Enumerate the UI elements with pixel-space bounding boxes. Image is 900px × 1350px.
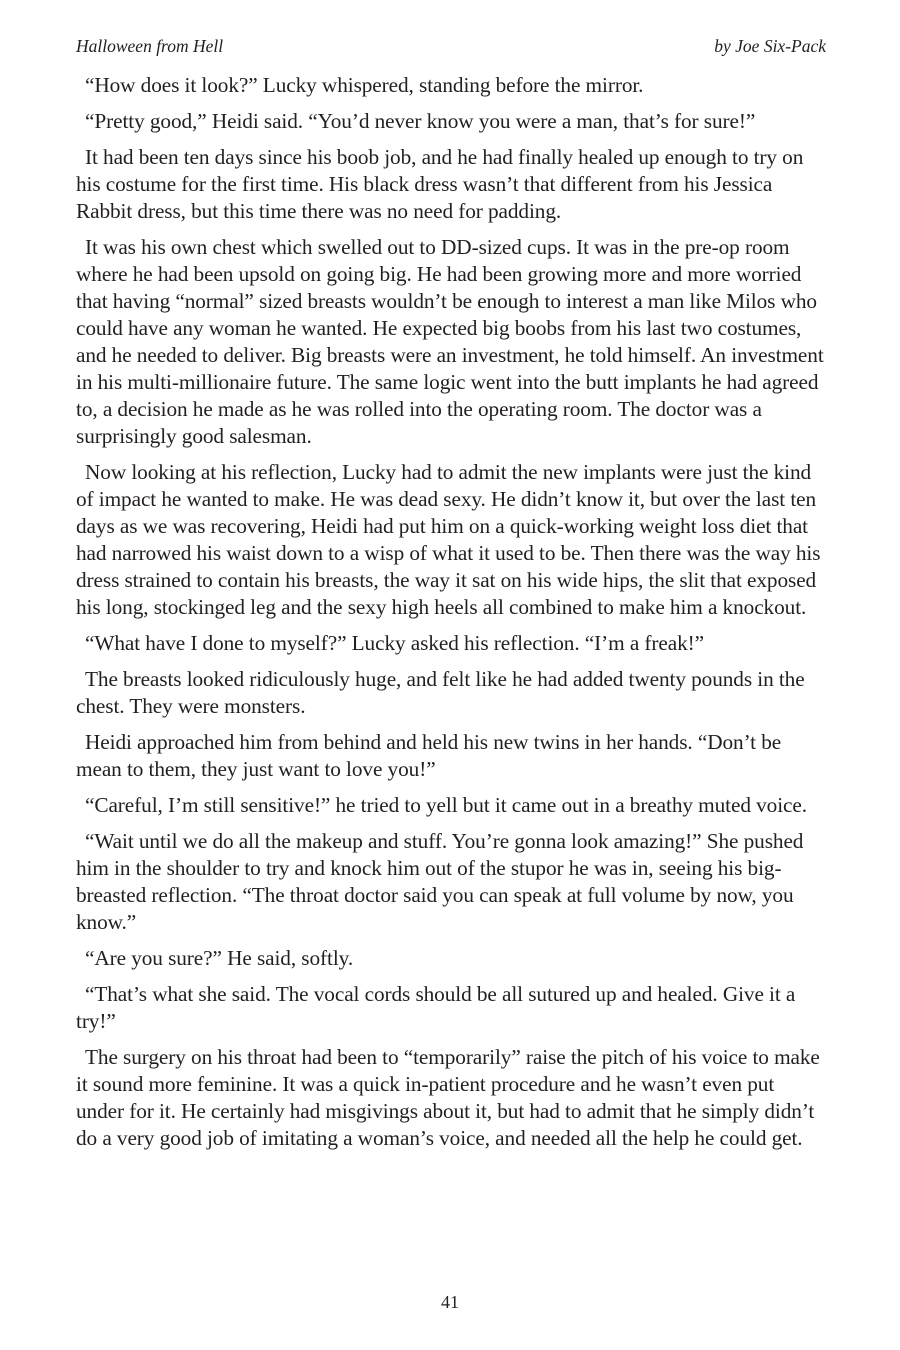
- running-header-author: by Joe Six-Pack: [714, 36, 826, 56]
- paragraph: The surgery on his throat had been to “temporarily” raise the pitch of his voice to make it sound more feminine. It was a quick in-patient procedure and he wasn’t even put under for it. He certainly had misgivings about it, but had to admit that he simply didn’t do a very good job of imitating a woman’s voice, and needed all the help he could get.: [76, 1045, 820, 1150]
- paragraph: “Are you sure?” He said, softly.: [85, 946, 354, 970]
- paragraph: Now looking at his reflection, Lucky had to admit the new implants were just the kind of impact he wanted to make. He was dead sexy. He didn’t know it, but over the last ten days as we was recovering, Heidi had put him on a quick-working weight loss diet that had narrowed his waist down to a wisp of what it used to be. Then there was the way his dress strained to contain his breasts, the way it sat on his wide hips, the slit that exposed his long, stockinged leg and the sexy high heels all combined to make him a knockout.: [76, 460, 821, 619]
- body-text: [76, 72, 826, 1161]
- paragraph: “How does it look?” Lucky whispered, standing before the mirror.: [85, 73, 644, 97]
- paragraph: Heidi approached him from behind and held his new twins in her hands. “Don’t be mean to them, they just want to love you!”: [76, 730, 782, 781]
- paragraph: “That’s what she said. The vocal cords should be all sutured up and healed. Give it a try!”: [76, 982, 796, 1033]
- running-header-book-title: Halloween from Hell: [76, 36, 224, 56]
- paragraph: It had been ten days since his boob job, and he had finally healed up enough to try on his costume for the first time. His black dress wasn’t that different from his Jessica Rabbit dress, but this time there was no need for padding.: [76, 145, 804, 223]
- paragraph: “What have I done to myself?” Lucky asked his reflection. “I’m a freak!”: [85, 631, 704, 655]
- paragraph: The breasts looked ridiculously huge, and felt like he had added twenty pounds in the chest. They were monsters.: [76, 667, 805, 718]
- paragraph: It was his own chest which swelled out to DD-sized cups. It was in the pre-op room where he had been upsold on going big. He had been growing more and more worried that having “normal” sized breasts wouldn’t be enough to interest a man like Milos who could have any woman he wanted. He expected big boobs from his last two costumes, and he needed to deliver. Big breasts were an investment, he told himself. An investment in his multi-millionaire future. The same logic went into the butt implants he had agreed to, a decision he made as he was rolled into the operating room. The doctor was a surprisingly good salesman.: [76, 235, 824, 448]
- paragraph: “Careful, I’m still sensitive!” he tried to yell but it came out in a breathy muted voice.: [85, 793, 807, 817]
- page-number: 41: [441, 1292, 459, 1312]
- paragraph: “Pretty good,” Heidi said. “You’d never know you were a man, that’s for sure!”: [85, 109, 756, 133]
- running-header: [76, 36, 826, 58]
- paragraph: “Wait until we do all the makeup and stuff. You’re gonna look amazing!” She pushed him in the shoulder to try and knock him out of the stupor he was in, seeing his big-breasted reflection. “The throat doctor said you can speak at full volume by now, you know.”: [76, 829, 804, 934]
